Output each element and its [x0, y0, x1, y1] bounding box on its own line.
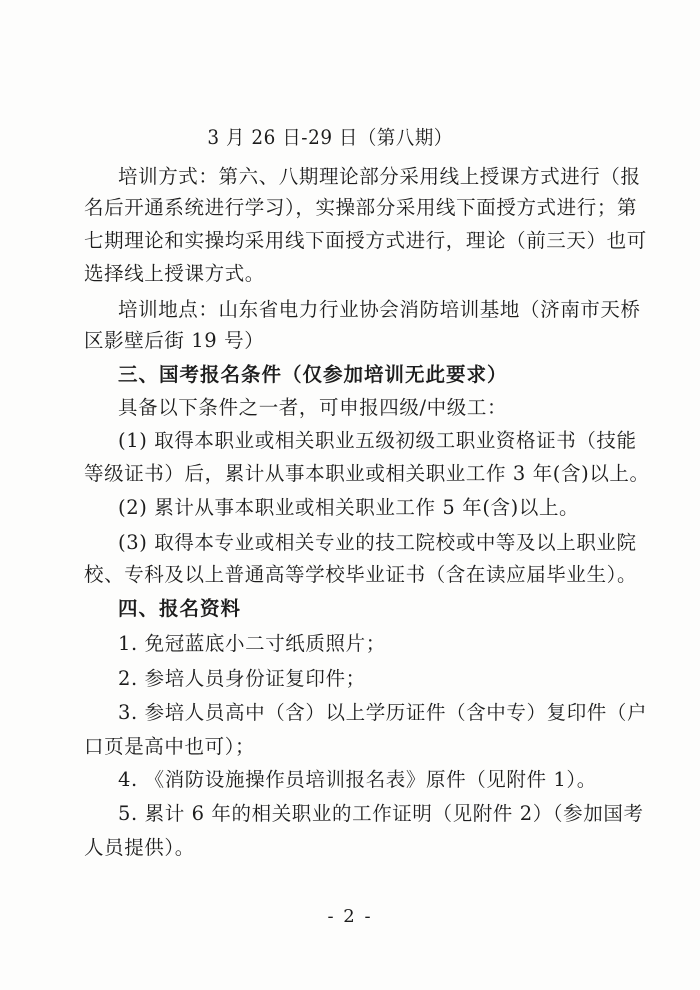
- training-location-line-1: 培训地点：山东省电力行业协会消防培训基地（济南市天桥: [118, 298, 641, 321]
- training-method-line-2: 名后开通系统进行学习），实操部分采用线下面授方式进行；第: [84, 196, 638, 219]
- section3-intro: 具备以下条件之一者，可申报四级/中级工：: [118, 396, 508, 419]
- section4-item3-line1: 3. 参培人员高中（含）以上学历证件（含中专）复印件（户: [118, 701, 648, 724]
- training-method-line-1: 培训方式：第六、八期理论部分采用线上授课方式进行（报: [118, 165, 641, 188]
- section3-item1-line2: 等级证书）后，累计从事本职业或相关职业工作 3 年(含)以上。: [84, 462, 650, 485]
- section4-item3-line2: 口页是高中也可）；: [84, 735, 256, 758]
- section3-item1-line1: (1) 取得本职业或相关职业五级初级工职业资格证书（技能: [118, 429, 637, 452]
- section4-heading: 四、报名资料: [118, 597, 242, 620]
- section3-heading: 三、国考报名条件（仅参加培训无此要求）: [118, 363, 508, 386]
- session-line: 3 月 26 日-29 日（第八期）: [207, 126, 453, 149]
- section4-item5-line1: 5. 累计 6 年的相关职业的工作证明（见附件 2）（参加国考: [118, 802, 644, 825]
- section4-item4: 4. 《消防设施操作员培训报名表》原件（见附件 1）。: [118, 768, 597, 791]
- section3-item3-line1: (3) 取得本专业或相关专业的技工院校或中等及以上职业院: [118, 531, 637, 554]
- section3-item3-line2: 校、专科及以上普通高等学校毕业证书（含在读应届毕业生）。: [84, 563, 638, 586]
- training-method-line-3: 七期理论和实操均采用线下面授方式进行，理论（前三天）也可: [84, 229, 647, 252]
- training-location-line-2: 区影壁后街 19 号）: [84, 329, 265, 352]
- section3-item2: (2) 累计从事本职业或相关职业工作 5 年(含)以上。: [118, 496, 580, 519]
- section4-item1: 1. 免冠蓝底小二寸纸质照片；: [118, 632, 386, 655]
- section4-item5-line2: 人员提供）。: [84, 836, 195, 859]
- section4-item2: 2. 参培人员身份证复印件；: [118, 667, 366, 690]
- training-method-line-4: 选择线上授课方式。: [84, 262, 265, 285]
- page-number: - 2 -: [327, 906, 373, 927]
